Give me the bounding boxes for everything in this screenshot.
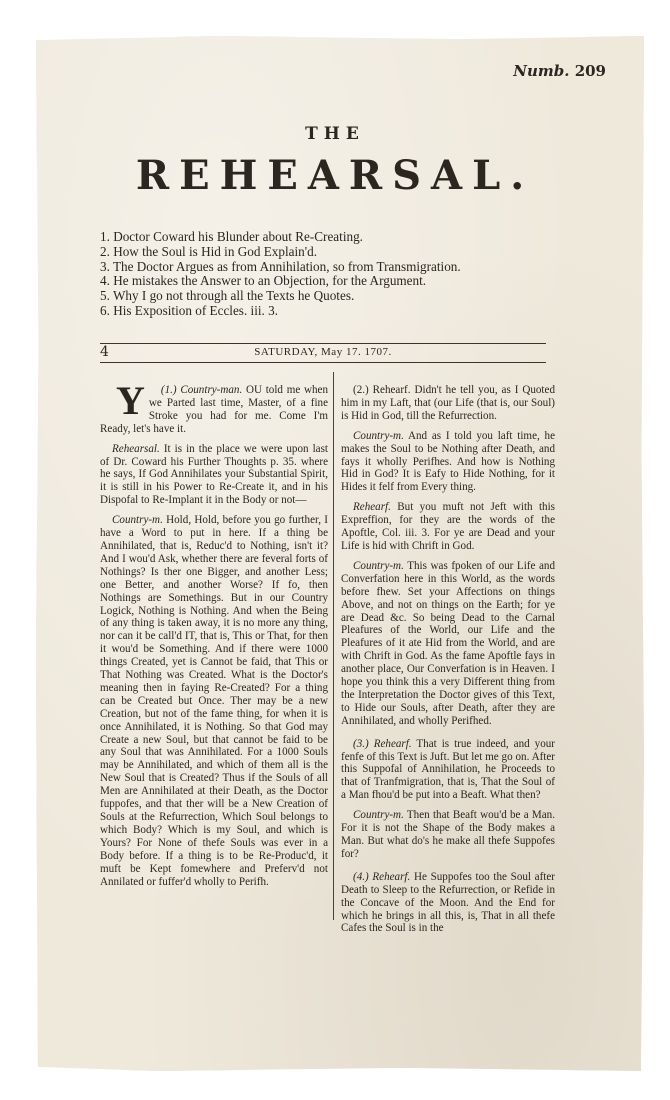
paragraph-text: He Suppofes too the Soul after Death to Sleep to the Refurrection, or Refide in the Concave of the Moon. And the End for which he brings in all this, is, That in all thefe Cafes the Soul is in the — [341, 870, 555, 935]
paragraph-text: It is in the place we were upon last of Dr. Coward his Further Thoughts p. 35. where he says, If God Annihilates your Substantial Spirit, it is still in his Power to Re-Create it, and in his Dispofal to Re-Implant it in the Body or not— — [100, 442, 328, 507]
contents-item: 4. He mistakes the Answer to an Objection, for the Argument. — [100, 273, 427, 289]
paragraph — [341, 384, 555, 423]
contents-item: 1. Doctor Coward his Blunder about Re-Creating. — [100, 229, 363, 244]
masthead-the: THE — [305, 124, 365, 144]
speaker-label: Country-m. — [353, 429, 404, 442]
paragraph — [100, 378, 328, 436]
issue-number-label: Numb. — [513, 62, 570, 80]
paragraph — [341, 560, 555, 728]
contents-item: 6. His Exposition of Eccles. iii. 3. — [100, 302, 279, 318]
paragraph-text: This was fpoken of our Life and Converfation here in this World, as the words before fhew. Set your Affections on things Above, and not on things on the Earth; for ye are Dead &c. So being Dead to the Carnal Pleafures of the World, our Life and the Pleafures of it ate Hid from the World, and are with Chrift in God. As the fame Apoftle fays in another place, Our Converfation is in Heaven. I hope you think this a very Different thing from the Interpretation the Doctor gives of this Text, to Hide our Souls, after Death, after they are Annihilated, and wholly Perifhed. — [341, 559, 556, 727]
paragraph-text: Didn't he tell you, as I Quoted him in my Laft, that (our Life (that is, our Soul) is Hid in God, till the Refurrection. — [341, 384, 555, 422]
paragraph-text: That is true indeed, and your fenfe of this Text is Juft. But let me go on. After this Suppofal of Annihilation, he Proceeds to that of Tranfmigration, that is, That the Soul of a Man fhou'd be put into a Beaft. What then? — [341, 737, 556, 802]
speaker-label: Rehearf. — [353, 501, 391, 514]
paragraph — [341, 809, 555, 861]
dateline-marker: 4 — [100, 344, 109, 360]
paragraph-text: OU told me when we Parted last time, Master, of a fine Stroke you had for me. Come I'm Ready, let's have it. — [100, 384, 328, 435]
paragraph-text: Then that Beaft wou'd be a Man. For it is not the Shape of the Body makes a Man. But what do's he make all thefe Suppofes for? — [341, 809, 556, 860]
right-column — [341, 384, 555, 942]
speaker-label: Country-m. — [353, 809, 404, 822]
paragraph-text: And as I told you laft time, he makes the Soul to be Nothing after Death, and fays it wholly Perifhes. And how is Nothing Hid in God? It is Eafy to Hide Nothing, for it Hides it felf from Every thing. — [341, 429, 555, 494]
paragraph — [341, 430, 555, 495]
paragraph — [341, 871, 555, 936]
dateline-text: SATURDAY, May 17. 1707. — [254, 346, 392, 358]
contents-item: 5. Why I go not through all the Texts he Quotes. — [100, 288, 355, 304]
paragraph-text: But you muft not Jeft with this Expreffion, for they are the words of the Apoftle, Col. iii. 3. For ye are Dead and your Life is hid with Chrift in God. — [341, 501, 555, 552]
paragraph — [341, 501, 555, 553]
column-divider — [333, 372, 334, 920]
paragraph — [341, 738, 555, 803]
drop-cap: Y — [116, 378, 145, 423]
speaker-label: Rehearsal. — [112, 442, 160, 455]
issue-number — [513, 62, 606, 80]
contents-list — [100, 230, 461, 319]
left-column — [100, 378, 328, 895]
speaker-label: Country-m. — [112, 514, 163, 527]
speaker-label: (1.) Country-man. — [160, 384, 243, 396]
paragraph-text: Hold, Hold, before you go further, I have a Word to put in here. If a thing be Annihilated, that is, Reduc'd to Nothing, isn't it? And I wou'd Ask, whether there are feveral forts of Nothings? Is ther one Bigger, and another Less; one Better, and another Worse? If fo, then Nothings are Somethings. But in our Country Logick, Nothing is Nothing. And when the Being of any thing is taken away, it is no more any thing, nor can it be call'd IT, that is, This or That, for then it wou'd be Something. And if there were 1000 things Created, yet is Cannot be faid, that This or That Nothing was Created. What is the Doctor's meaning then in faying Re-Created? For a thing can be Created but Once. Ther may be a new Creation, but not of the fame thing, for when it is once Annihilated, it is Nothing. So that God may Create a new Soul, but that cannot be faid to be any Soul that was Annihilated. For a 1000 Souls may be Annihilated, and which of them all is the New Soul that is Created? Thus if the Souls of all Men are Annihilated at their Death, as the Doctor fuppofes, and that ther will be a New Creation of Souls at the Refurrection, Which Soul belongs to which Body? Which is my Soul, and which is Yours? For None of thefe Souls was ever in a Body before. If a thing is to be Re-Produc'd, it muft be Kept fomewhere and Preferv'd not Annilated or fuffer'd wholly to Perifh. — [100, 514, 328, 888]
speaker-label: (3.) Rehearf. — [353, 737, 412, 750]
contents-item: 3. The Doctor Argues as from Annihilation, so from Transmigration. — [100, 258, 461, 274]
paragraph — [100, 443, 328, 508]
dateline — [100, 343, 546, 363]
contents-item: 2. How the Soul is Hid in God Explain'd. — [100, 243, 318, 259]
paragraph — [100, 514, 328, 888]
issue-number-value: 209 — [574, 62, 606, 80]
speaker-label: Country-m. — [353, 559, 404, 572]
masthead-title: REHEARSAL. — [135, 152, 535, 199]
speaker-label: (2.) Rehearf. — [353, 384, 411, 396]
speaker-label: (4.) Rehearf. — [353, 870, 411, 883]
